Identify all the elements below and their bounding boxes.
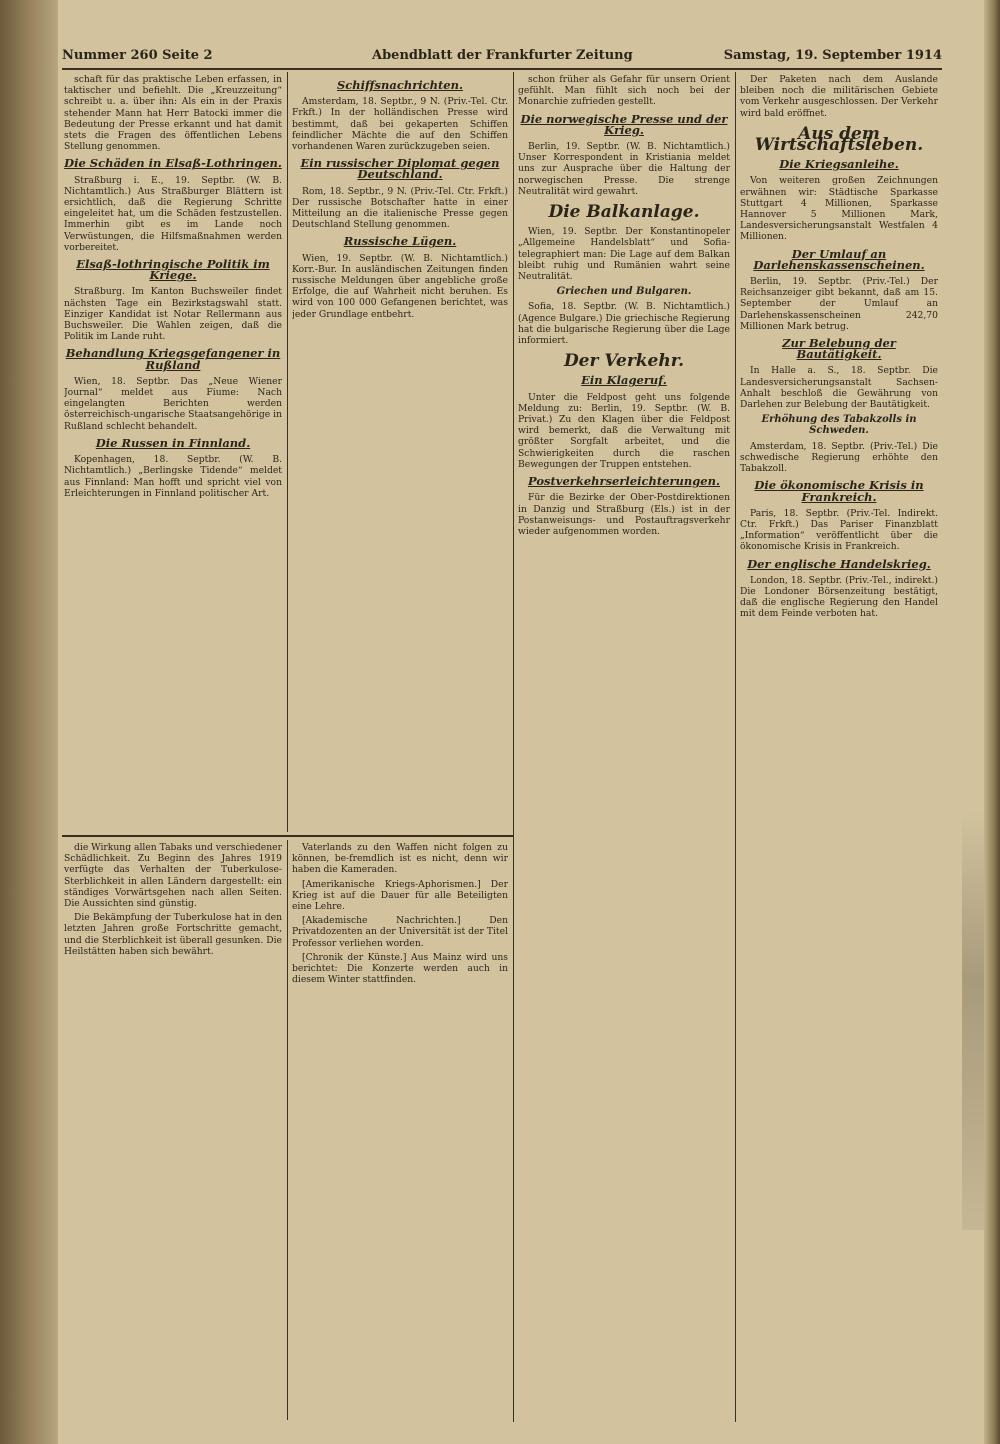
article-heading: Ein Klageruf. xyxy=(581,373,667,388)
column-2 xyxy=(292,74,508,832)
article-heading: Behandlung Kriegsgefangener in Rußland xyxy=(65,346,281,372)
article-heading: Der Umlauf an Darlehenskassenscheinen. xyxy=(753,246,925,272)
article-text: Berlin, 19. Septbr. (Priv.-Tel.) Der Reichsanzeiger gibt bekannt, daß am 15. September der Umlauf an Darlehenskassenscheinen 242,70 Millionen Mark betrug. xyxy=(740,276,938,332)
article-text: Berlin, 19. Septbr. (W. B. Nichtamtlich.) Unser Korrespondent in Kristiania meldet uns zur Ausprache über die Haltung der norwegischen Presse. Die strenge Neutralität wird gewahrt. xyxy=(518,141,730,197)
article-heading: Die norwegische Presse und der Krieg. xyxy=(520,111,728,137)
article-text: Der Paketen nach dem Auslande bleiben noch die militärischen Gebiete vom Verkehr ausgeschlossen. Der Verkehr wird bald eröffnet. xyxy=(740,74,938,119)
feuilleton-text: Die Bekämpfung der Tuberkulose hat in den letzten Jahren große Fortschritte gemacht, und die Sterblichkeit ist überall gesunken. Die Heilstätten haben sich bewährt. xyxy=(64,912,282,957)
section-heading: Aus dem Wirtschaftsleben. xyxy=(754,123,924,156)
column-rule xyxy=(287,72,288,832)
issue-number: Nummer 260 Seite 2 xyxy=(62,48,213,63)
column-3 xyxy=(518,74,730,1420)
article-heading: Postverkehrserleichterungen. xyxy=(528,474,720,489)
column-rule xyxy=(735,72,736,1422)
article-subheading: Griechen und Bulgaren. xyxy=(556,286,692,298)
article-text: Kopenhagen, 18. Septbr. (W. B. Nichtamtlich.) „Berlingske Tidende“ meldet aus Finnland: Man hofft und spricht viel von Erleichterungen in Finnland politischer Art. xyxy=(64,454,282,499)
article-heading: Russische Lügen. xyxy=(343,234,457,249)
article-text: In Halle a. S., 18. Septbr. Die Landesversicherungsanstalt Sachsen-Anhalt beschloß die Gewährung von Darlehen zur Belebung der Bautätigkeit. xyxy=(740,365,938,411)
feuilleton-column-2 xyxy=(292,842,508,1420)
feuilleton-rule xyxy=(62,835,514,837)
article-heading: Der englische Handelskrieg. xyxy=(747,556,931,571)
article-text: Wien, 18. Septbr. Das „Neue Wiener Journal“ meldet aus Fiume: Nach eingelangten Berichten werden österreichisch-ungarische Staatsangehörige in Rußland schlecht behandelt. xyxy=(64,375,282,432)
header-rule xyxy=(62,68,942,70)
binding-gutter xyxy=(0,0,58,1444)
article-text: Für die Bezirke der Ober-Postdirektionen in Danzig und Straßburg (Els.) ist in der Postanweisungs- und Postauftragsverkehr wieder aufgenommen worden. xyxy=(518,492,730,537)
article-heading: Elsaß-lothringische Politik im Kriege. xyxy=(76,257,270,283)
article-heading: Die Russen in Finnland. xyxy=(95,435,251,450)
article-text: Rom, 18. Septbr., 9 N. (Priv.-Tel. Ctr. Frkft.) Der russische Botschafter hatte in einer Mitteilung an die italienische Presse gegen Deutschland Stellung genommen. xyxy=(292,185,508,231)
column-1 xyxy=(64,74,282,832)
feuilleton-text: [Akademische Nachrichten.] Den Privatdozenten an der Universität ist der Titel Professor verliehen worden. xyxy=(292,915,508,949)
article-text: Wien, 19. Septbr. (W. B. Nichtamtlich.) Korr.-Bur. In ausländischen Zeitungen finden russische Meldungen über angebliche große Erfolge, die auf Wahrheit nicht beruhen. Es wird von 100 000 Gefangenen berichtet, was jeder Grundlage entbehrt. xyxy=(292,252,508,320)
article-text: Wien, 19. Septbr. Der Konstantinopeler „Allgemeine Handelsblatt“ und Sofia-telegraphiert man: Die Lage auf dem Balkan bleibt ruhig und Rumänien wahrt seine Neutralität. xyxy=(518,226,730,283)
article-text: Paris, 18. Septbr. (Priv.-Tel. Indirekt. Ctr. Frkft.) Das Pariser Finanzblatt „Information“ veröffentlicht über die ökonomische Krisis in Frankreich. xyxy=(740,507,938,553)
feuilleton-text: die Wirkung allen Tabaks und verschiedener Schädlichkeit. Zu Beginn des Jahres 1919 verfügte das Verhalten der Tuberkulose-Sterblichkeit in allen Ländern dargestellt: ein ständiges Vorwärtsgehen nach allen Seiten. Die Aussichten sind günstig. xyxy=(64,842,282,910)
column-rule xyxy=(287,840,288,1420)
article-subheading: Erhöhung des Tabakzolls in Schweden. xyxy=(761,414,917,437)
section-heading: Die Balkanlage. xyxy=(548,202,700,223)
column-rule xyxy=(513,72,514,1422)
article-heading: Ein russischer Diplomat gegen Deutschland. xyxy=(300,156,500,182)
page-edge xyxy=(984,0,1000,1444)
article-heading: Die Schäden in Elsaß-Lothringen. xyxy=(64,156,282,171)
page-header xyxy=(62,44,942,66)
article-text: Von weiteren großen Zeichnungen erwähnen wir: Städtische Sparkasse Stuttgart 4 Millionen, Sparkasse Hannover 5 Millionen Mark, Landesversicherungsanstalt Westfalen 4 Millionen. xyxy=(740,175,938,243)
article-text: Sofia, 18. Septbr. (W. B. Nichtamtlich.) (Agence Bulgare.) Die griechische Regierung hat die bulgarische Regierung über die Lage informiert. xyxy=(518,301,730,347)
issue-date: Samstag, 19. September 1914 xyxy=(723,48,942,63)
article-text: schaft für das praktische Leben erfassen, in taktischer und befiehlt. Die „Kreuzzeitung“ schreibt u. a. über ihn: Als ein in der Praxis stehender Mann hat Herr Batocki immer die Bedeutung der Presse erkannt und hat damit stets die Fragen des öffentlichen Lebens Stellung genommen. xyxy=(64,74,282,153)
article-text: London, 18. Septbr. (Priv.-Tel., indirekt.) Die Londoner Börsenzeitung bestätigt, daß die englische Regierung den Handel mit dem Feinde verboten hat. xyxy=(740,574,938,620)
masthead-title: Abendblatt der Frankfurter Zeitung xyxy=(372,48,633,63)
article-heading: Schiffsnachrichten. xyxy=(337,78,463,92)
article-text: schon früher als Gefahr für unsern Orient gefühlt. Man fühlt sich noch bei der Monarchie zufrieden gestellt. xyxy=(518,74,730,108)
article-heading: Die Kriegsanleihe. xyxy=(779,157,899,172)
column-4 xyxy=(740,74,938,1420)
article-heading: Die ökonomische Krisis in Frankreich. xyxy=(754,478,924,504)
article-heading: Zur Belebung der Bautätigkeit. xyxy=(782,336,896,362)
feuilleton-text: [Amerikanische Kriegs-Aphorismen.] Der Krieg ist auf die Dauer für alle Beteiligten eine Lehre. xyxy=(292,878,508,913)
article-text: Amsterdam, 18. Septbr., 9 N. (Priv.-Tel. Ctr. Frkft.) In der holländischen Presse wird bestimmt, daß bei gekaperten Schiffen feindlicher Mächte die auf den Schiffen vorhandenen Waren zurückzugeben seien. xyxy=(292,96,508,153)
article-text: Straßburg. Im Kanton Buchsweiler findet nächsten Tage ein Bezirkstagswahl statt. Einziger Kandidat ist Notar Rellermann aus Buchsweiler. Die Wahlen zeigen, daß die Politik im Lande ruht. xyxy=(64,286,282,343)
feuilleton-column-1 xyxy=(64,842,282,1420)
feuilleton-text: [Chronik der Künste.] Aus Mainz wird uns berichtet: Die Konzerte werden auch in diesem Winter stattfinden. xyxy=(292,951,508,986)
article-text: Unter die Feldpost geht uns folgende Meldung zu: Berlin, 19. Septbr. (W. B. Privat.) Zu den Klagen über die Feldpost wird bemerkt, daß die Verwaltung mit größter Sorgfalt arbeitet, und die Schwierigkeiten durch die raschen Bewegungen der Truppen entstehen. xyxy=(518,391,730,470)
article-text: Straßburg i. E., 19. Septbr. (W. B. Nichtamtlich.) Aus Straßburger Blättern ist ersichtlich, daß die Regierung Schritte eingeleitet hat, um die Schäden festzustellen. Immerhin gibt es im Lande noch Verwüstungen, die Hilfsmaßnahmen werden vorbereitet. xyxy=(64,174,282,253)
feuilleton-text: Vaterlands zu den Waffen nicht folgen zu können, be-fremdlich ist es nicht, denn wir haben die Kameraden. xyxy=(292,842,508,876)
section-heading: Der Verkehr. xyxy=(563,351,685,372)
article-text: Amsterdam, 18. Septbr. (Priv.-Tel.) Die schwedische Regierung erhöhte den Tabakzoll. xyxy=(740,440,938,475)
paper-stain xyxy=(962,810,984,1230)
